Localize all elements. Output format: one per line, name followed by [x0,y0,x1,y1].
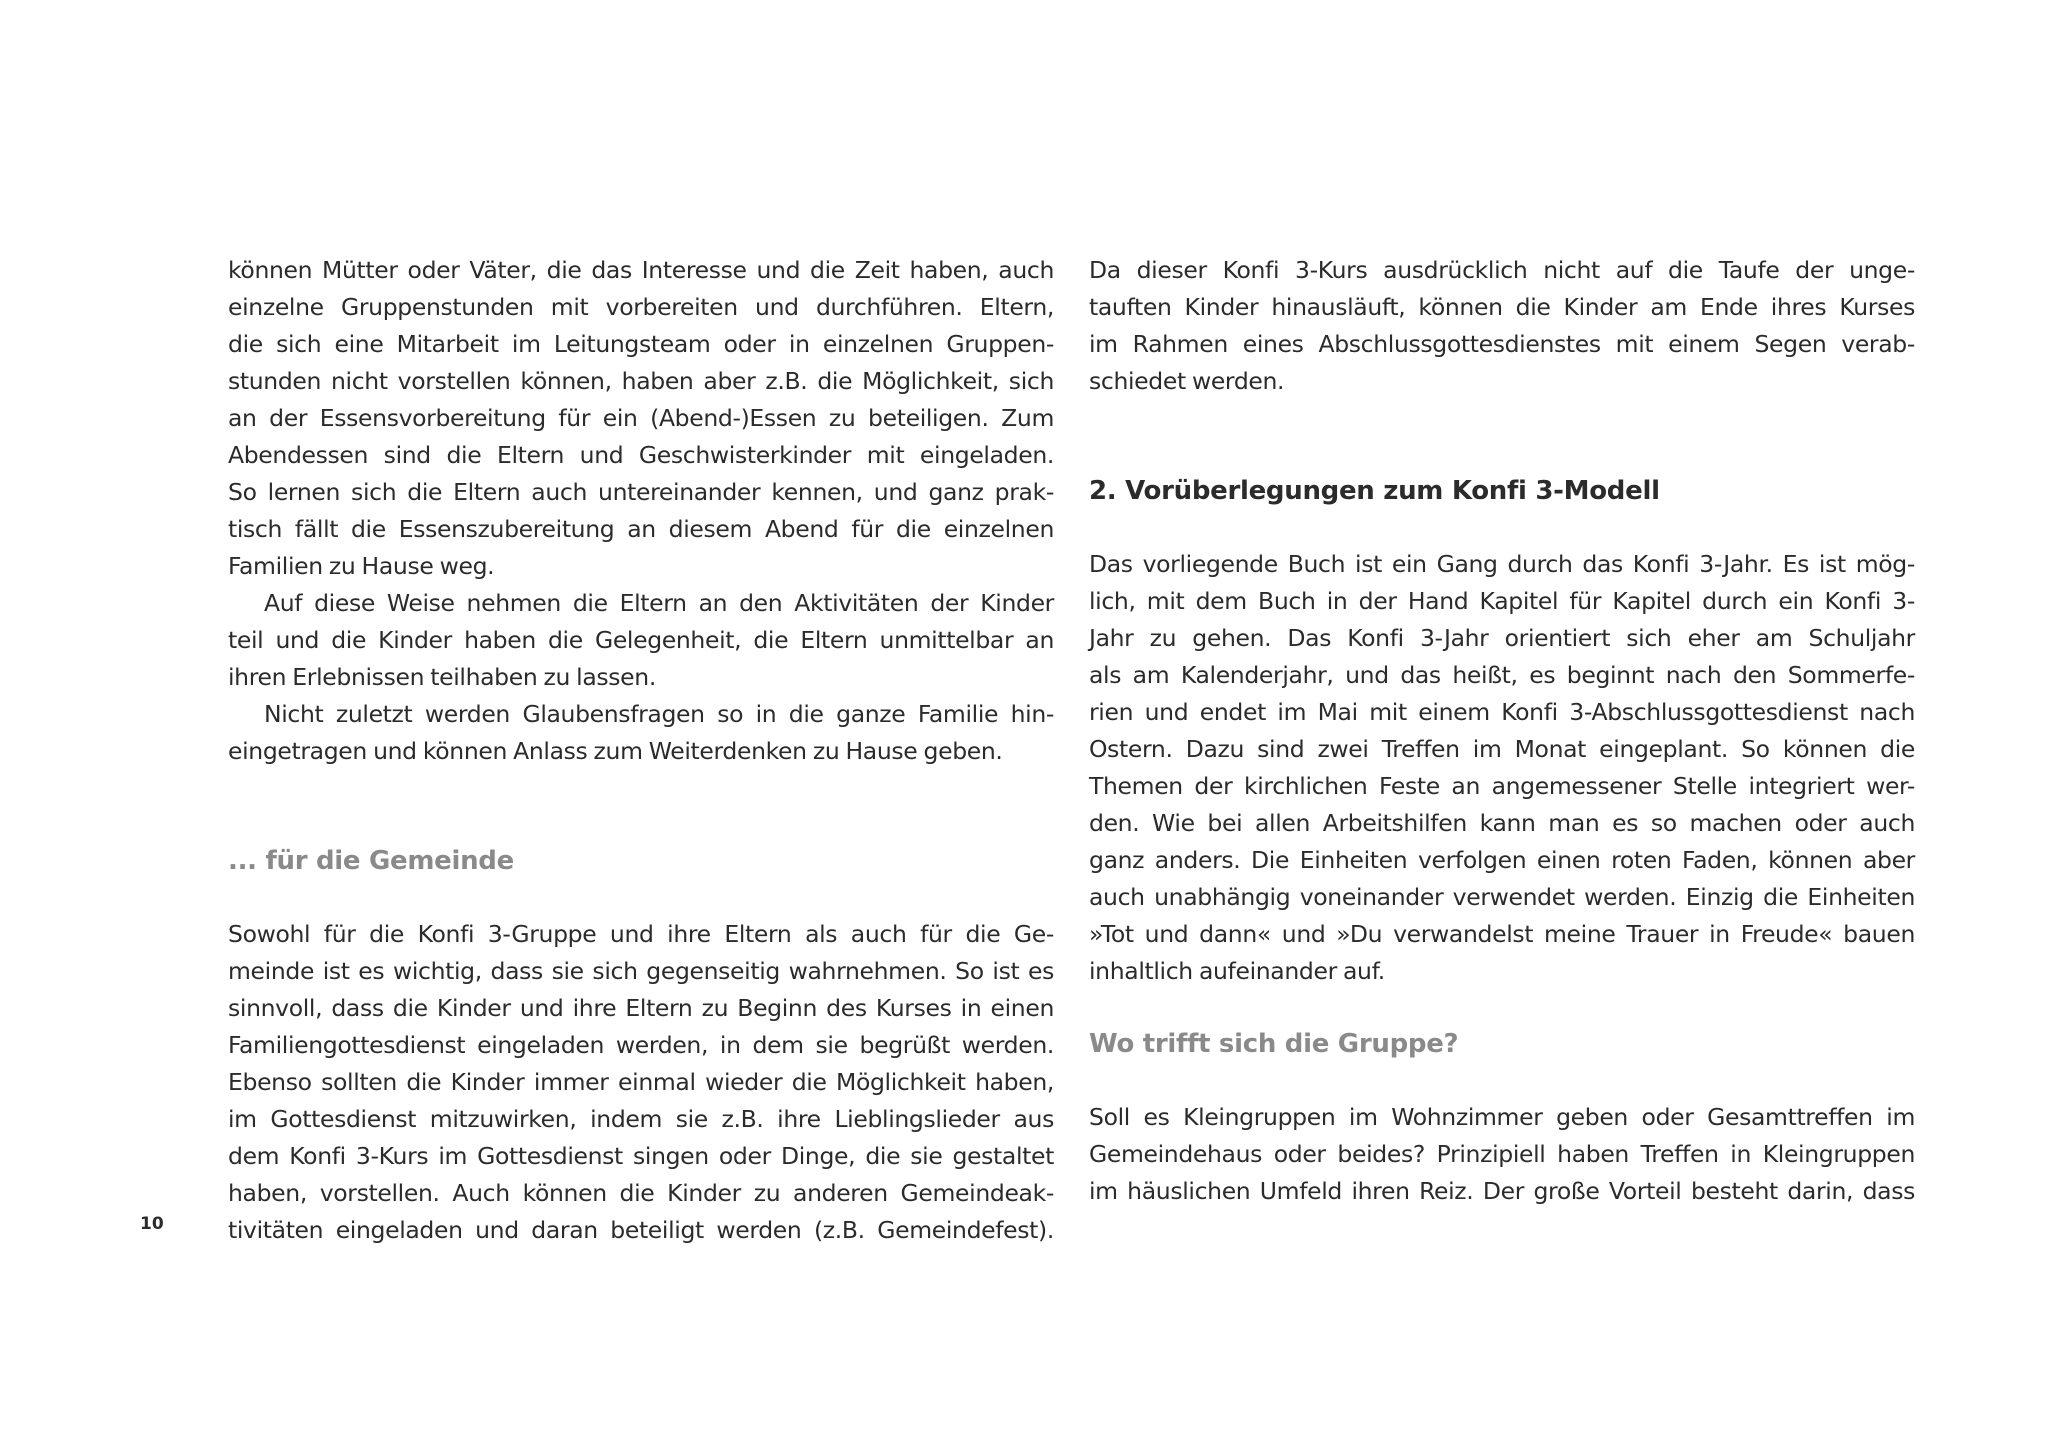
text-line: Themen der kirchlichen Feste an angemessener Stelle integriert wer- [1089,772,1915,800]
paragraph-parents-activities [228,585,1054,696]
paragraph-community [228,916,1054,1249]
spacer [1089,990,1915,1026]
text-line: meinde ist es wichtig, dass sie sich gegenseitig wahrnehmen. So ist es [228,957,1054,985]
text-line: rien und endet im Mai mit einem Konfi 3-Abschlussgottesdienst nach [1089,698,1915,726]
text-line: Ebenso sollten die Kinder immer einmal wieder die Möglichkeit haben, [228,1068,1054,1096]
text-line: tisch fällt die Essenszubereitung an diesem Abend für die einzelnen [228,515,1054,543]
subheading-gruppe: Wo trifft sich die Gruppe? [1089,1029,1459,1059]
text-line: So lernen sich die Eltern auch untereinander kennen, und ganz prak- [228,478,1054,506]
text-line: Sowohl für die Konfi 3-Gruppe und ihre Eltern als auch für die Ge- [228,920,1054,948]
text-line: ganz anders. Die Einheiten verfolgen einen roten Faden, können aber [1089,846,1915,874]
text-line: einzelne Gruppenstunden mit vorbereiten und durchführen. Eltern, [228,293,1054,321]
paragraph-faith-questions [228,696,1054,770]
spacer [1089,510,1915,546]
text-line: eingetragen und können Anlass zum Weiterdenken zu Hause geben. [228,737,1003,765]
text-line: schiedet werden. [1089,367,1285,395]
page-number: 10 [140,1214,164,1234]
section-heading: 2. Vorüberlegungen zum Konfi 3-Modell [1089,476,1660,506]
text-line: Soll es Kleingruppen im Wohnzimmer geben oder Gesamttreffen im [1089,1103,1915,1131]
text-line: teil und die Kinder haben die Gelegenheit, die Eltern unmittelbar an [228,626,1054,654]
text-line: den. Wie bei allen Arbeitshilfen kann man es so machen oder auch [1089,809,1915,837]
subheading-gemeinde: ... für die Gemeinde [228,846,514,876]
text-line: Nicht zuletzt werden Glaubensfragen so in die ganze Familie hin- [264,700,1054,728]
text-line: lich, mit dem Buch in der Hand Kapitel für Kapitel durch ein Konfi 3- [1089,587,1915,615]
text-line: Familiengottesdienst eingeladen werden, in dem sie begrüßt werden. [228,1031,1054,1059]
text-line: dem Konfi 3-Kurs im Gottesdienst singen oder Dinge, die sie gestaltet [228,1142,1054,1170]
text-line: Gemeindehaus oder beides? Prinzipiell haben Treffen in Kleingruppen [1089,1140,1915,1168]
text-line: Familien zu Hause weg. [228,552,495,580]
spacer [228,770,1054,843]
spacer [1089,1063,1915,1099]
text-line: tauften Kinder hinausläuft, können die Kinder am Ende ihres Kurses [1089,293,1915,321]
text-line: können Mütter oder Väter, die das Interesse und die Zeit haben, auch [228,256,1054,284]
text-line: im Rahmen eines Abschlussgottesdienstes mit einem Segen verab- [1089,330,1915,358]
text-line: stunden nicht vorstellen können, haben aber z.B. die Möglichkeit, sich [228,367,1054,395]
text-line: im häuslichen Umfeld ihren Reiz. Der große Vorteil besteht darin, dass [1089,1177,1915,1205]
paragraph-baptism [1089,252,1915,400]
text-line: die sich eine Mitarbeit im Leitungsteam oder in einzelnen Gruppen- [228,330,1054,358]
text-line: inhaltlich aufeinander auf. [1089,957,1385,985]
text-line: als am Kalenderjahr, und das heißt, es beginnt nach den Sommerfe- [1089,661,1915,689]
text-line: sinnvoll, dass die Kinder und ihre Eltern zu Beginn des Kurses in einen [228,994,1054,1022]
paragraph-konfi-year [1089,546,1915,990]
text-line: Da dieser Konfi 3-Kurs ausdrücklich nicht auf die Taufe der unge- [1089,256,1915,284]
spacer [1089,400,1915,473]
text-line: Abendessen sind die Eltern und Geschwisterkinder mit eingeladen. [228,441,1054,469]
text-line: Das vorliegende Buch ist ein Gang durch das Konfi 3-Jahr. Es ist mög- [1089,550,1915,578]
spacer [228,880,1054,916]
text-line: Jahr zu gehen. Das Konfi 3-Jahr orientiert sich eher am Schuljahr [1089,624,1915,652]
text-line: ihren Erlebnissen teilhaben zu lassen. [228,663,656,691]
text-line: Auf diese Weise nehmen die Eltern an den Aktivitäten der Kinder [264,589,1054,617]
paragraph-parents-participation [228,252,1054,585]
right-text-column [1089,252,1915,1210]
text-line: an der Essensvorbereitung für ein (Abend-)Essen zu beteiligen. Zum [228,404,1054,432]
text-line: im Gottesdienst mitzuwirken, indem sie z.B. ihre Lieblingslieder aus [228,1105,1054,1133]
text-line: tivitäten eingeladen und daran beteiligt werden (z.B. Gemeindefest). [228,1216,1054,1244]
text-line: auch unabhängig voneinander verwendet werden. Einzig die Einheiten [1089,883,1915,911]
left-text-column [228,252,1054,1249]
paragraph-meeting-place [1089,1099,1915,1210]
text-line: Ostern. Dazu sind zwei Treffen im Monat eingeplant. So können die [1089,735,1915,763]
text-line: »Tot und dann« und »Du verwandelst meine Trauer in Freude« bauen [1089,920,1915,948]
text-line: haben, vorstellen. Auch können die Kinder zu anderen Gemeindeak- [228,1179,1054,1207]
